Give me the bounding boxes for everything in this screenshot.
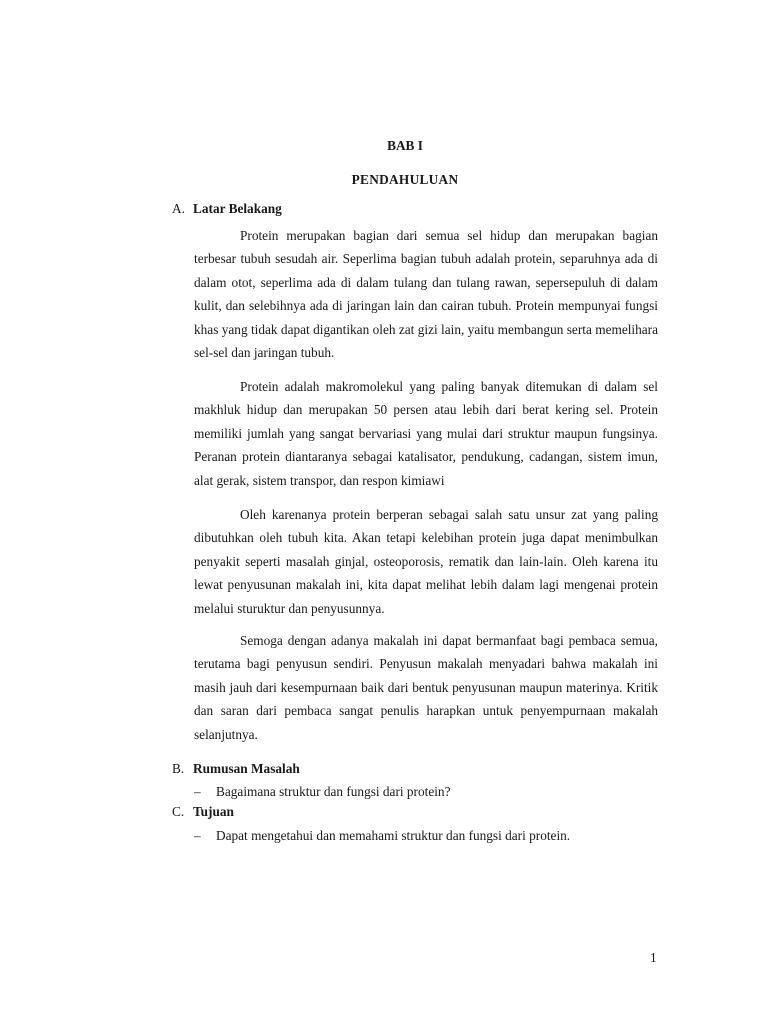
section-title: Tujuan: [193, 804, 234, 819]
section-heading-tujuan: [172, 804, 234, 820]
section-title: Rumusan Masalah: [193, 761, 300, 776]
section-letter: B.: [172, 761, 185, 776]
section-letter: C.: [172, 804, 185, 819]
section-heading-latar-belakang: [172, 201, 282, 217]
paragraph: [194, 375, 658, 492]
dash-bullet: –: [194, 828, 201, 843]
page-number: 1: [650, 950, 657, 965]
chapter-number: BAB I: [387, 138, 423, 153]
paragraph-text: Protein adalah makromolekul yang paling banyak ditemukan di dalam sel makhluk hidup dan merupakan 50 persen atau lebih dari berat kering sel. Protein memiliki jumlah yang sangat bervariasi yang mulai dari struktur maupun fungsinya. Peranan protein diantaranya sebagai katalisator, pendukung, cadangan, sistem imun, alat gerak, sistem transpor, dan respon kimiawi: [194, 379, 658, 488]
paragraph: [194, 224, 658, 364]
paragraph: [194, 503, 658, 620]
list-item: [194, 784, 450, 800]
paragraph: [194, 629, 658, 746]
list-item-text: Dapat mengetahui dan memahami struktur dan fungsi dari protein.: [216, 828, 571, 843]
paragraph-text: Oleh karenanya protein berperan sebagai salah satu unsur zat yang paling dibutuhkan oleh tubuh kita. Akan tetapi kelebihan protein juga dapat menimbulkan penyakit seperti masalah ginjal, osteoporosis, rematik dan lain-lain. Oleh karena itu lewat penyusunan makalah ini, kita dapat melihat lebih dalam lagi mengenai protein melalui sturuktur dan penyusunnya.: [194, 507, 658, 616]
section-heading-rumusan-masalah: [172, 761, 300, 777]
paragraph-text: Semoga dengan adanya makalah ini dapat bermanfaat bagi pembaca semua, terutama bagi penyusun sendiri. Penyusun makalah menyadari bahwa makalah ini masih jauh dari kesempurnaan baik dari bentuk penyusunan maupun materinya. Kritik dan saran dari pembaca sangat penulis harapkan untuk penyempurnaan makalah selanjutnya.: [194, 633, 658, 742]
section-title: Latar Belakang: [193, 201, 282, 216]
list-item: [194, 828, 570, 844]
list-item-text: Bagaimana struktur dan fungsi dari protein?: [216, 784, 451, 799]
chapter-title: PENDAHULUAN: [351, 172, 459, 187]
paragraph-text: Protein merupakan bagian dari semua sel hidup dan merupakan bagian terbesar tubuh sesudah air. Seperlima bagian tubuh adalah protein, separuhnya ada di dalam otot, seperlima ada di dalam tulang dan tulang rawan, sepersepuluh di dalam kulit, dan selebihnya ada di jaringan lain dan cairan tubuh. Protein mempunyai fungsi khas yang tidak dapat digantikan oleh zat gizi lain, yaitu membangun serta memelihara sel-sel dan jaringan tubuh.: [194, 228, 658, 361]
section-letter: A.: [172, 201, 185, 216]
dash-bullet: –: [194, 784, 201, 799]
